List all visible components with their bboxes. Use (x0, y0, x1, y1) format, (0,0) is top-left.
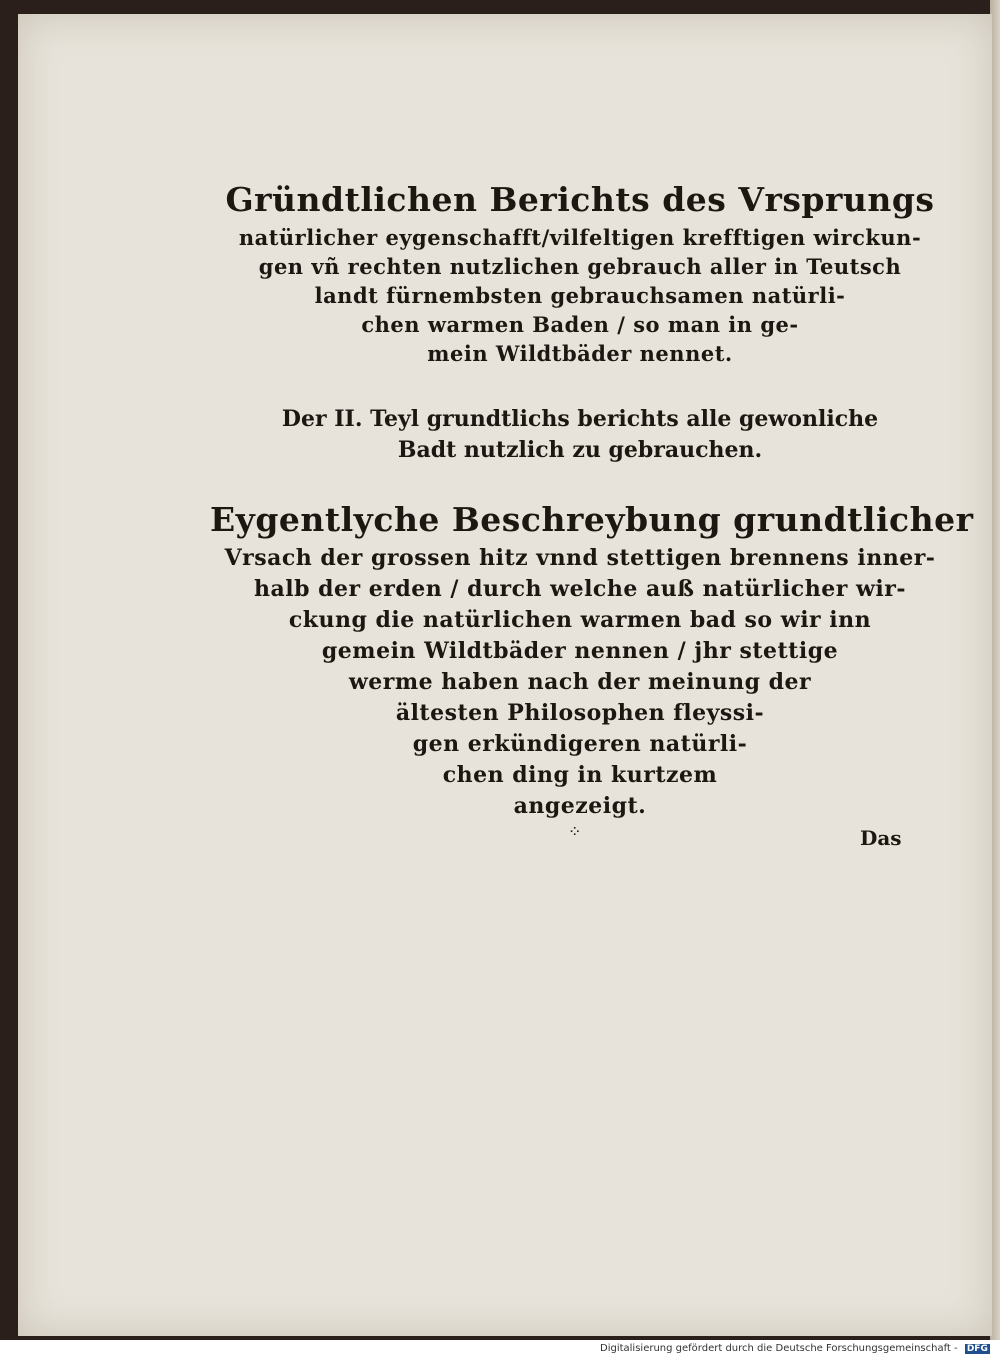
description-line: gen erkündigeren natürli- (412, 731, 748, 757)
title-heading: Gründtlichen Berichts des Vrsprungs (225, 180, 935, 219)
part-two-line: Badt nutzlich zu gebrauchen. (397, 437, 763, 463)
title-line: chen warmen Baden / so man in ge- (361, 312, 799, 337)
description-block (210, 500, 974, 822)
title-line: natürlicher eygenschafft/vilfeltigen krefftigen wirckun- (238, 225, 922, 250)
catchword: Das (860, 826, 902, 850)
description-line: Vrsach der grossen hitz vnnd stettigen brennens inner- (224, 545, 936, 571)
ornament-icon: ⁘ (568, 822, 582, 841)
description-line: halb der erden / durch welche auß natürlicher wir- (254, 576, 906, 602)
part-two-line: Der II. Teyl grundtlichs berichts alle gewonliche (281, 406, 879, 432)
dfg-logo-icon: DFG (966, 1344, 988, 1354)
title-line: landt fürnembsten gebrauchsamen natürli- (314, 283, 846, 308)
description-line: ältesten Philosophen fleyssi- (395, 700, 765, 726)
description-line: chen ding in kurtzem (442, 762, 718, 788)
title-line: gen vñ rechten nutzlichen gebrauch aller in Teutsch (258, 254, 902, 279)
title-line: mein Wildtbäder nennet. (427, 341, 733, 366)
part-two-block (210, 404, 950, 466)
footer-text: Digitalisierung gefördert durch die Deutsche Forschungsgemeinschaft - (600, 1343, 958, 1354)
description-heading: Eygentlyche Beschreybung grundtlicher (210, 500, 974, 539)
description-line: ckung die natürlichen warmen bad so wir inn (288, 607, 872, 633)
title-block (210, 180, 950, 368)
description-line: angezeigt. (513, 793, 647, 819)
footer-credit (600, 1343, 990, 1354)
description-line: gemein Wildtbäder nennen / jhr stettige (321, 638, 839, 664)
description-line: werme haben nach der meinung der (348, 669, 812, 695)
